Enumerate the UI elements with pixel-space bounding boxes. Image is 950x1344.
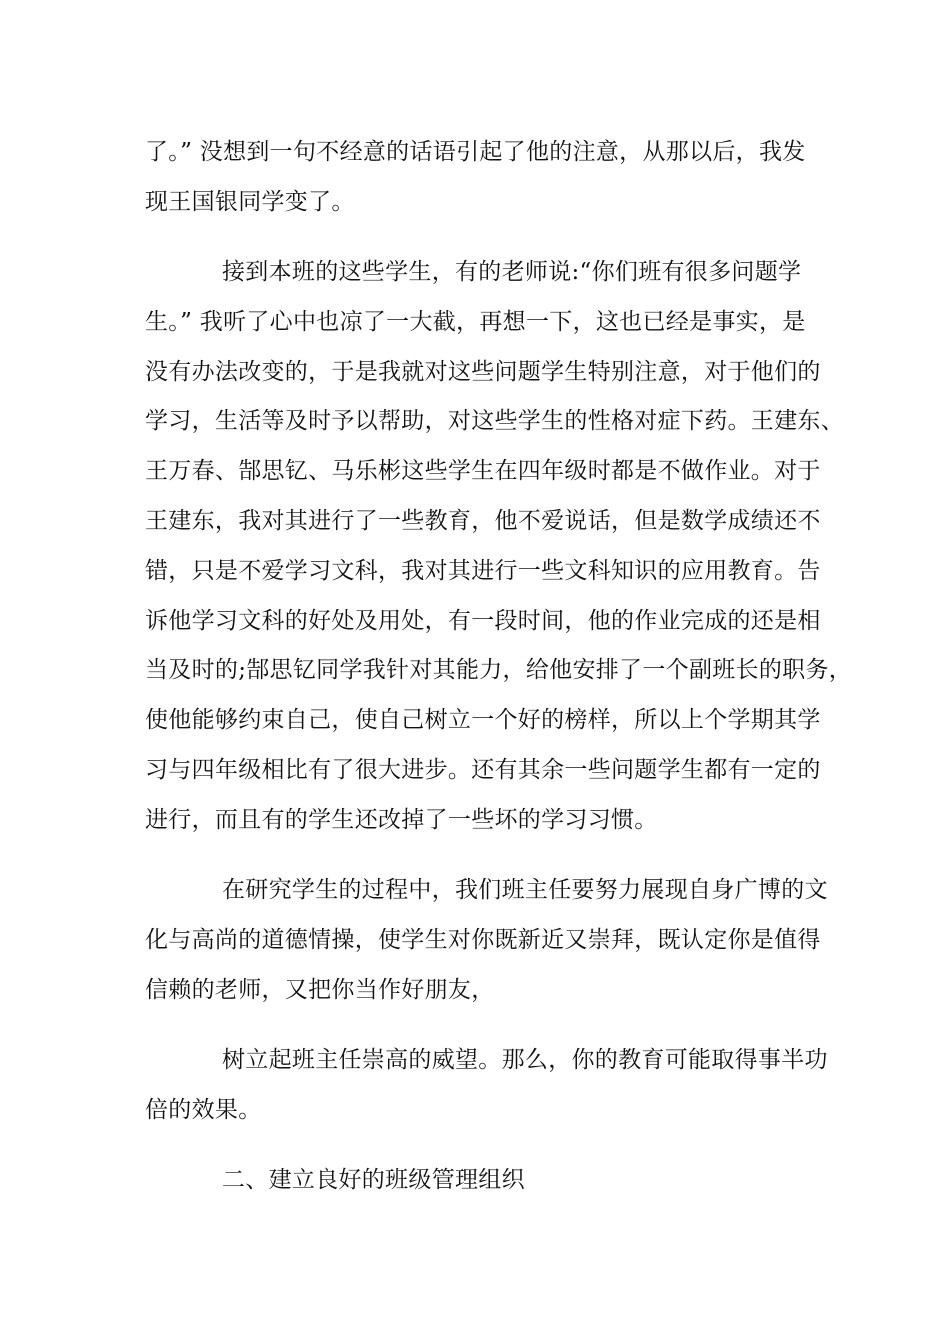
text-line: 王万春、郜思钇、马乐彬这些学生在四年级时都是不做作业。对于 <box>145 458 821 484</box>
text-line: 了。” 没想到一句不经意的话语引起了他的注意，从那以后，我发 <box>145 139 806 165</box>
text-line: 当及时的;郜思钇同学我针对其能力，给他安排了一个副班长的职务， <box>145 657 853 683</box>
text-line: 在研究学生的过程中，我们班主任要努力展现自身广博的文 <box>222 877 828 903</box>
text-line: 倍的效果。 <box>145 1097 262 1123</box>
text-line: 学习，生活等及时予以帮助，对这些学生的性格对症下药。王建东、 <box>145 408 844 434</box>
text-line: 诉他学习文科的好处及用处，有一段时间，他的作业完成的还是相 <box>145 608 821 634</box>
text-line: 错，只是不爱学习文科，我对其进行一些文科知识的应用教育。告 <box>145 558 821 584</box>
text-line: 信赖的老师，又把你当作好朋友， <box>145 977 495 1003</box>
text-line: 化与高尚的道德情操，使学生对你既新近又崇拜，既认定你是值得 <box>145 927 821 953</box>
text-line: 接到本班的这些学生，有的老师说:“你们班有很多问题学 <box>222 259 802 285</box>
text-line: 使他能够约束自己，使自己树立一个好的榜样，所以上个学期其学 <box>145 707 821 733</box>
text-line: 习与四年级相比有了很大进步。还有其余一些问题学生都有一定的 <box>145 757 821 783</box>
text-line: 进行，而且有的学生还改掉了一些坏的学习习惯。 <box>145 807 658 833</box>
text-line: 生。” 我听了心中也凉了一大截，再想一下，这也已经是事实，是 <box>145 309 806 335</box>
text-line: 王建东，我对其进行了一些教育，他不爱说话，但是数学成绩还不 <box>145 508 821 534</box>
text-line: 现王国银同学变了。 <box>145 189 355 215</box>
text-line: 树立起班主任崇高的威望。那么，你的教育可能取得事半功 <box>222 1047 828 1073</box>
heading-text: 二、建立良好的班级管理组织 <box>222 1167 525 1193</box>
text-line: 没有办法改变的，于是我就对这些问题学生特别注意，对于他们的 <box>145 359 821 385</box>
